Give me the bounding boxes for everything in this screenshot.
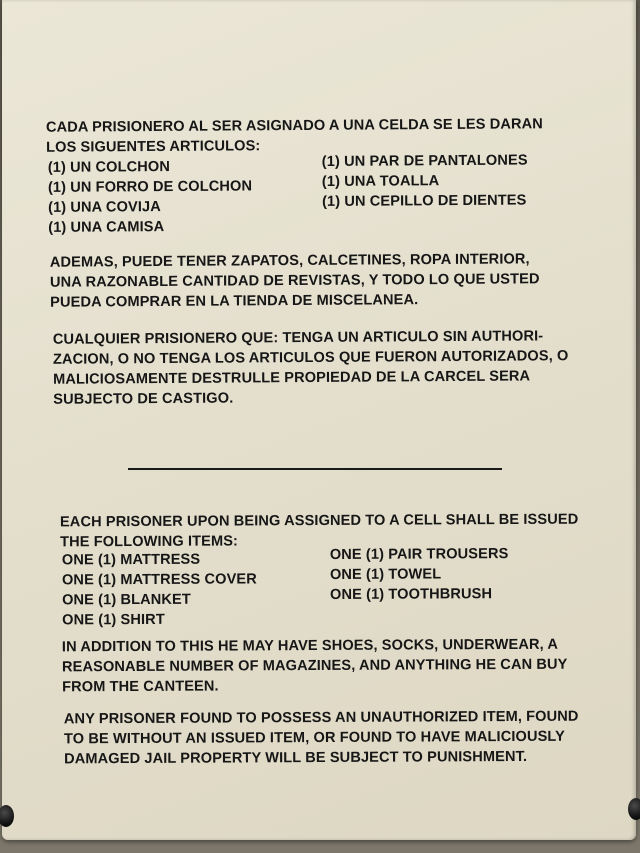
list-item: (1) UN PAR DE PANTALONES — [321, 152, 528, 170]
paragraph-line: CUALQUIER PRISIONERO QUE: TENGA UN ARTICULO SIN AUTHORI- — [52, 328, 544, 348]
list-item: ONE (1) MATTRESS COVER — [61, 571, 257, 589]
spanish-paragraph-allowed — [50, 249, 540, 312]
list-item: (1) UN COLCHON — [47, 159, 171, 176]
paragraph-line: MALICIOSAMENTE DESTRULLE PROPIEDAD DE LA CARCEL SERA — [53, 368, 531, 388]
list-item: (1) UNA TOALLA — [321, 173, 440, 190]
english-items-right-column — [330, 544, 509, 605]
english-header-line: THE FOLLOWING ITEMS: — [60, 533, 239, 551]
spanish-header-line: LOS SIGUENTES ARTICULOS: — [46, 138, 261, 156]
paragraph-line: TO BE WITHOUT AN ISSUED ITEM, OR FOUND TO HAVE MALICIOUSLY — [63, 728, 565, 748]
list-item: ONE (1) SHIRT — [62, 611, 165, 629]
list-item: (1) UNA CAMISA — [48, 219, 165, 236]
spanish-item-list — [48, 154, 589, 238]
spanish-items-left-column — [48, 156, 253, 237]
english-paragraph-punishment — [64, 707, 579, 770]
section-divider — [128, 468, 502, 470]
english-item-list — [62, 548, 602, 631]
english-paragraph-allowed — [62, 635, 568, 698]
english-items-left-column — [62, 549, 257, 630]
screw-icon — [628, 798, 640, 820]
list-item: (1) UN CEPILLO DE DIENTES — [321, 192, 527, 210]
paragraph-line: DAMAGED JAIL PROPERTY WILL BE SUBJECT TO PUNISHMENT. — [64, 748, 528, 768]
paragraph-line: UNA RAZONABLE CANTIDAD DE REVISTAS, Y TODO LO QUE USTED — [49, 271, 540, 291]
english-header-line: EACH PRISONER UPON BEING ASSIGNED TO A CELL SHALL BE ISSUED — [59, 511, 579, 531]
list-item: (1) UNA COVIJA — [48, 199, 161, 216]
screw-icon — [0, 805, 14, 827]
list-item: ONE (1) MATTRESS — [61, 551, 201, 569]
rules-plaque — [2, 0, 636, 840]
paragraph-line: ZACION, O NO TENGA LOS ARTICULOS QUE FUERON AUTORIZADOS, O — [52, 348, 569, 368]
paragraph-line: IN ADDITION TO THIS HE MAY HAVE SHOES, SOCKS, UNDERWEAR, A — [61, 636, 559, 656]
list-item: ONE (1) TOOTHBRUSH — [329, 586, 493, 604]
paragraph-line: PUEDA COMPRAR EN LA TIENDA DE MISCELANEA. — [50, 292, 419, 311]
paragraph-line: FROM THE CANTEEN. — [62, 678, 219, 696]
paragraph-line: REASONABLE NUMBER OF MAGAZINES, AND ANYTHING HE CAN BUY — [61, 656, 568, 676]
list-item: ONE (1) BLANKET — [62, 591, 191, 609]
paragraph-line: SUBJECTO DE CASTIGO. — [53, 390, 234, 408]
list-item: ONE (1) PAIR TROUSERS — [329, 546, 509, 564]
spanish-paragraph-punishment — [53, 326, 569, 410]
list-item: (1) UN FORRO DE COLCHON — [47, 178, 253, 196]
paragraph-line: ADEMAS, PUEDE TENER ZAPATOS, CALCETINES, ROPA INTERIOR, — [49, 251, 530, 271]
spanish-items-right-column — [322, 151, 528, 212]
spanish-header-line: CADA PRISIONERO AL SER ASIGNADO A UNA CELDA SE LES DARAN — [45, 116, 543, 136]
list-item: ONE (1) TOWEL — [329, 566, 442, 584]
paragraph-line: ANY PRISONER FOUND TO POSSESS AN UNAUTHORIZED ITEM, FOUND — [63, 708, 579, 728]
